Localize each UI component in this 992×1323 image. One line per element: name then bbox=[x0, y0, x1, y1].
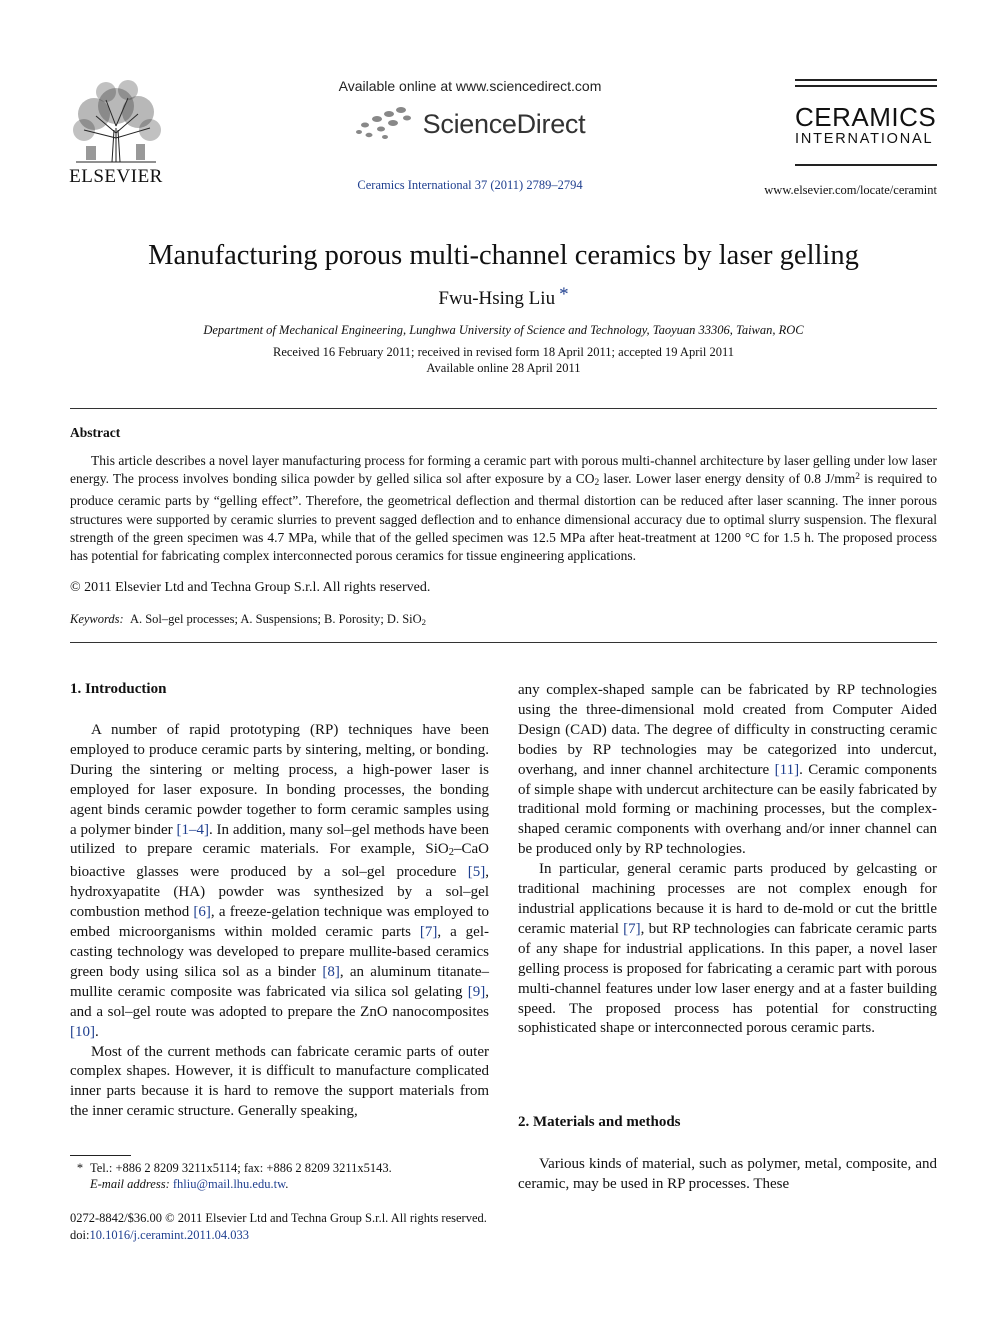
sciencedirect-logo[interactable] bbox=[300, 104, 640, 144]
journal-url-link[interactable]: www.elsevier.com/locate/ceramint bbox=[764, 183, 937, 197]
citation-link[interactable]: [5] bbox=[467, 864, 486, 881]
header-center bbox=[300, 78, 640, 193]
journal-name-line1: CERAMICS bbox=[795, 102, 937, 132]
publisher-name: ELSEVIER bbox=[69, 166, 163, 187]
article-title: Manufacturing porous multi-channel ceramics by laser gelling bbox=[148, 240, 859, 271]
author-line bbox=[0, 284, 992, 310]
footnote-mark: * bbox=[76, 1161, 84, 1175]
right-column bbox=[518, 681, 937, 1039]
issn-line bbox=[70, 1210, 487, 1244]
abstract-heading: Abstract bbox=[70, 425, 121, 440]
sciencedirect-wordmark: ScienceDirect bbox=[422, 108, 586, 139]
divider-bottom bbox=[70, 642, 937, 643]
section-heading-introduction: 1. Introduction bbox=[70, 681, 167, 697]
available-online-date: Available online 28 April 2011 bbox=[426, 361, 581, 375]
doi-label: doi: bbox=[70, 1228, 90, 1242]
citation-link[interactable]: [8] bbox=[322, 963, 340, 980]
citation-link[interactable]: [7] bbox=[419, 924, 438, 941]
citation-link[interactable]: [7] bbox=[623, 920, 641, 937]
sciencedirect-dots-icon bbox=[355, 106, 413, 142]
citation-link[interactable]: [6] bbox=[193, 904, 211, 921]
footnote-rule bbox=[70, 1155, 131, 1156]
paragraph: A number of rapid prototyping (RP) techniques have been employed to produce ceramic parts by sintering, melting, or bonding. During the sintering or melting process, a high-power laser is employed for laser exposure. In bonding processes, the bonding agent binds ceramic powder together to form ceramic samples using a polymer binder [1–4]. In addition, many sol–gel methods have been utilized to prepare ceramic materials. For example, SiO$_2$–CaO bioactive glasses were produced by a sol–gel procedure [5], hydroxyapatite (HA) powder was synthesized by a sol–gel combustion method [6], a freeze-gelation technique was employed to embed microorganisms within molded ceramic parts [7], a gel-casting technology was developed to prepare mullite-based ceramics green body using silica sol as a binder [8], an aluminum titanate–mullite ceramic composite was fabricated via silica sol gelating [9], and a sol–gel route was adopted to prepare the ZnO nanocomposites [10]. bbox=[70, 722, 489, 1040]
affiliation: Department of Mechanical Engineering, Lunghwa University of Science and Technology, Taoyuan 33306, Taiwan, ROC bbox=[203, 323, 804, 337]
citation-link[interactable]: [11] bbox=[774, 761, 800, 778]
received-dates: Received 16 February 2011; received in revised form 18 April 2011; accepted 19 April 2011 bbox=[273, 345, 734, 359]
section2-body bbox=[518, 1155, 937, 1195]
issn-text: 0272-8842/$36.00 © 2011 Elsevier Ltd and Techna Group S.r.l. All rights reserved. bbox=[70, 1211, 487, 1225]
left-column bbox=[70, 721, 489, 1122]
keywords-label: Keywords: bbox=[70, 612, 124, 626]
doi-link[interactable]: 10.1016/j.ceramint.2011.04.033 bbox=[89, 1228, 250, 1242]
tree-emblem-icon bbox=[66, 78, 166, 164]
citation-link[interactable]: [10] bbox=[70, 1023, 95, 1040]
citation-link[interactable]: [9] bbox=[467, 983, 486, 1000]
journal-reference-link[interactable]: Ceramics International 37 (2011) 2789–2794 bbox=[357, 178, 583, 192]
masthead-rule-bottom bbox=[795, 164, 937, 166]
keywords-list: A. Sol–gel processes; A. Suspensions; B. Porosity; D. SiO bbox=[129, 612, 422, 626]
publisher-logo bbox=[66, 78, 166, 187]
masthead-rule-top bbox=[795, 79, 937, 87]
paragraph: Most of the current methods can fabricate ceramic parts of outer complex shapes. However, it is difficult to manufacture complicated inner parts because it is hard to remove the support materials from the inner ceramic structure. Generally speaking, bbox=[70, 1043, 489, 1120]
journal-name-line2: INTERNATIONAL bbox=[795, 131, 934, 147]
copyright: © 2011 Elsevier Ltd and Techna Group S.r.l. All rights reserved. bbox=[70, 580, 431, 595]
available-online-text[interactable]: Available online at www.sciencedirect.com bbox=[338, 78, 602, 94]
paragraph: Various kinds of material, such as polymer, metal, composite, and ceramic, may be used in RP processes. These bbox=[518, 1156, 937, 1192]
author-name: Fwu-Hsing Liu bbox=[438, 288, 556, 309]
abstract-body: This article describes a novel layer manufacturing process for forming a ceramic part with porous multi-channel architecture by laser gelling under low laser energy. The process involves bonding silica powder by gelled silica sol after exposure by a $CO_2$ laser. Lower laser energy density of 0.8 $J/mm^2$ is required to produce ceramic parts by “gelling effect”. Therefore, the geometrical deflection and thermal distortion can be reduced after laser scanning. The inner porous structures were supported by ceramic slurries to prevent sagged deflection and to enhance dimensional accuracy due to optimal slurry suspension. The flexural strength of the green specimen was 4.7 MPa, while that of the gelled specimen was 12.5 MPa after heat-treatment at 1200 °C for 1.5 h. The proposed process has potential for fabricating complex interconnected porous ceramics for tissue engineering applications. bbox=[70, 453, 937, 564]
contact-phone: Tel.: +886 2 8209 3211x5114; fax: +886 2 8209 3211x5143. bbox=[90, 1161, 392, 1175]
section-heading-materials: 2. Materials and methods bbox=[518, 1114, 681, 1130]
journal-masthead bbox=[795, 79, 937, 166]
footnote: * Tel.: +886 2 8209 3211x5114; fax: +886 2 8209 3211x5143. E-mail address: fhliu@mail.lhu.edu.tw. bbox=[70, 1160, 392, 1192]
citation-link[interactable]: [1–4] bbox=[176, 821, 209, 838]
author-footnote-mark[interactable]: * bbox=[559, 284, 569, 305]
divider-top bbox=[70, 408, 937, 409]
email-label: E-mail address: bbox=[90, 1177, 170, 1191]
keywords: Keywords: A. Sol–gel processes; A. Suspensions; B. Porosity; D. SiO$_2$ bbox=[70, 612, 427, 627]
paragraph: In particular, general ceramic parts produced by gelcasting or traditional machining processes are not complex enough for industrial applications because it is hard to de-mold or cut the brittle ceramic material [7], but RP technologies can fabricate ceramic parts of any shape for industrial applications. In this paper, a novel laser gelling process is proposed for fabricating a ceramic part with porous multi-channel features under low laser energy and at a faster building speed. The proposed process has potential for constructing sophisticated shape or interconnected porous ceramic parts. bbox=[518, 861, 937, 1037]
paragraph: any complex-shaped sample can be fabricated by RP technologies using the three-dimensional mold created from Computer Aided Design (CAD) data. The degree of difficulty in constructing ceramic bodies by RP technologies may be categorized into undercut, overhang, and inner channel architecture [11]. Ceramic components of simple shape with undercut architecture can be easily fabricated by traditional mold forming or machining processes, but the complex-shaped ceramic components with overhang and/or inner channel can be produced only by RP technologies. bbox=[518, 682, 937, 858]
email-link[interactable]: fhliu@mail.lhu.edu.tw bbox=[172, 1177, 286, 1191]
